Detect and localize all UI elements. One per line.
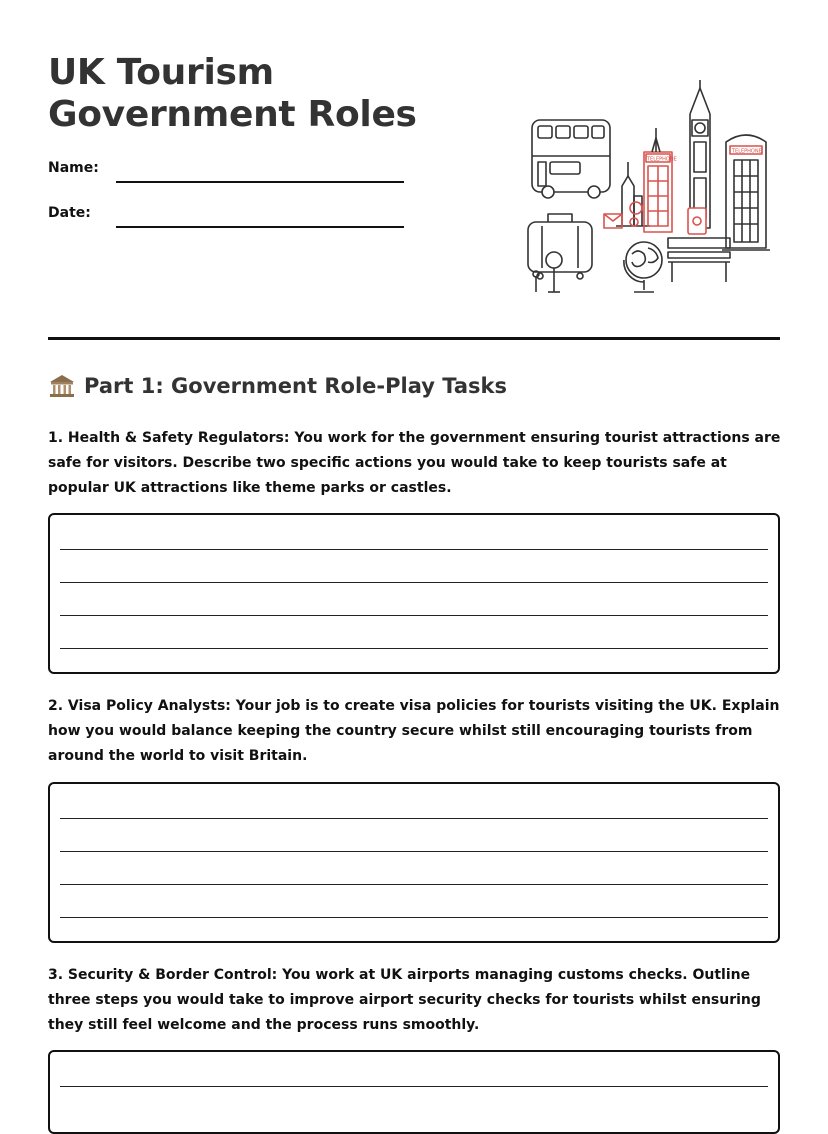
- answer-box-3[interactable]: [48, 1050, 780, 1134]
- answer-line: [60, 549, 768, 550]
- question-2: 2. Visa Policy Analysts: Your job is to create visa policies for tourists visiting the UK. Explain how you would balance keeping the country secure whilst still encouraging tourists from around the world to visit Britain.: [48, 698, 780, 764]
- section-heading-text: Part 1: Government Role-Play Tasks: [84, 374, 507, 398]
- answer-line: [60, 648, 768, 649]
- globe-icon: [624, 242, 662, 292]
- answer-line: [60, 1086, 768, 1087]
- answer-line: [60, 818, 768, 819]
- date-label: Date:: [48, 205, 91, 221]
- question-3: 3. Security & Border Control: You work at UK airports managing customs checks. Outline three steps you would take to improve airport security checks for tourists whilst ensuring they still feel welcome and the process runs smoothly.: [48, 967, 761, 1033]
- answer-box-2[interactable]: [48, 782, 780, 943]
- phone-box-left-sign: TELEPHONE: [647, 156, 677, 163]
- travel-items-icon: [604, 202, 642, 228]
- answer-line: [60, 917, 768, 918]
- answer-line: [60, 884, 768, 885]
- government-building-icon: [48, 372, 76, 400]
- title-line-2: Government Roles: [48, 94, 417, 135]
- section-heading: [48, 372, 507, 400]
- answer-box-1[interactable]: [48, 513, 780, 674]
- answer-line: [60, 851, 768, 852]
- bus-icon: [532, 120, 610, 198]
- big-ben-icon: [690, 80, 710, 228]
- bench-icon: [668, 238, 730, 282]
- phone-box-icon: [644, 152, 672, 232]
- uk-landmarks-illustration: [520, 76, 780, 300]
- worksheet-title: [48, 52, 417, 136]
- answer-line: [60, 582, 768, 583]
- date-field[interactable]: [116, 226, 404, 228]
- spire-icon: [652, 128, 660, 152]
- suitcase-icon: [528, 214, 592, 279]
- passport-icon: [688, 208, 706, 234]
- answer-line: [60, 615, 768, 616]
- name-field[interactable]: [116, 181, 404, 183]
- castle-icon: [616, 162, 650, 226]
- title-line-1: UK Tourism: [48, 52, 274, 93]
- question-1: 1. Health & Safety Regulators: You work for the government ensuring tourist attractions are safe for visitors. Describe two specific actions you would take to keep tourists safe at popular UK attractions like theme parks or castles.: [48, 430, 781, 496]
- header-divider: [48, 337, 780, 340]
- name-label: Name:: [48, 160, 99, 176]
- phone-box-right-sign: TELEPHONE: [732, 148, 762, 155]
